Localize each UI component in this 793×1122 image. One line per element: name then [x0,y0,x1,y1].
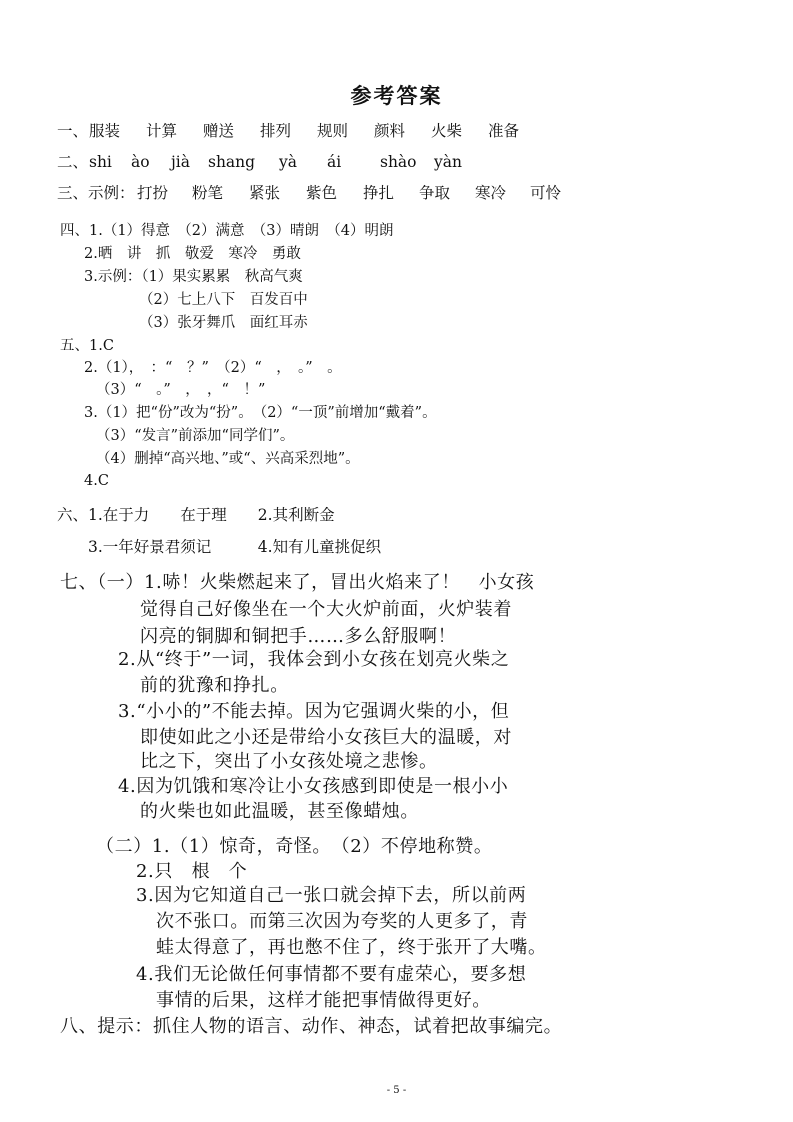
answer-word: 挣扎 [363,184,395,202]
section-5-line: 五、1.C [60,338,114,354]
section-7-line: 觉得自己好像坐在一个大火炉前面，火炉装着 [140,599,512,620]
answer-word: 准备 [488,122,520,140]
answer-word: 寒冷 [475,184,507,202]
section-3-label: 三、示例： [57,184,135,202]
page-title: 参考答案 [350,84,443,108]
section-7-line: （二）1.（1）惊奇，奇怪。 （2）不停地称赞。 [96,836,493,857]
section-1-label: 一、 [57,122,89,140]
section-7-line: 次不张口。而第三次因为夸奖的人更多了，青 [156,911,528,932]
section-5-line: 2.（1）， ：“ ？” （2）“ ， 。” 。 [84,360,342,376]
section-4-line: （2）七上八下 百发百中 [139,292,308,308]
section-4-line: 四、1.（1）得意 （2）满意 （3）晴朗 （4）明朗 [60,223,394,239]
answer-word: 服装 [89,122,121,140]
section-6-line: 3.一年好景君须记 4.知有儿童挑促织 [88,538,382,556]
section-2 [57,155,462,171]
pinyin-answer: yà [279,153,297,171]
section-7-line: 的火柴也如此温暖，甚至像蜡烛。 [140,801,419,822]
pinyin-answer: shi [89,153,112,171]
pinyin-answer: ào [131,153,150,171]
answer-word: 紫色 [306,184,338,202]
section-7-line: 3.因为它知道自己一张口就会掉下去，所以前两 [136,885,527,906]
section-4-line: 2.晒 讲 抓 敬爱 寒冷 勇敢 [84,246,301,262]
section-1 [57,124,519,140]
answer-word: 赠送 [203,122,235,140]
answer-word: 可怜 [530,184,562,202]
page-number: - 5 - [386,1085,407,1096]
answer-word: 计算 [146,122,178,140]
answer-word: 争取 [419,184,451,202]
section-5-line: （3）“发言”前添加“同学们”。 [96,428,295,444]
section-5-line: （3）“ 。” ， ，“ ！” [96,382,266,398]
answer-word: 规则 [317,122,349,140]
pinyin-answer: shào [380,153,417,171]
section-7-line: 4.我们无论做任何事情都不要有虚荣心，要多想 [136,964,527,985]
pinyin-answer: shang [208,153,256,171]
pinyin-answer: ái [327,153,342,171]
section-7-line: 2.只 根 个 [136,861,248,882]
section-7-line: 事情的后果，这样才能把事情做得更好。 [156,990,491,1011]
answer-word: 紧张 [249,184,281,202]
section-5-line: 4.C [84,473,109,489]
section-5-line: 3.（1）把“份”改为“扮”。 （2）“一顶”前增加“戴着”。 [84,405,437,421]
section-7-line: 闪亮的铜脚和铜把手……多么舒服啊！ [140,626,457,647]
section-2-label: 二、 [57,153,89,171]
section-8-line: 八、提示：抓住人物的语言、动作、神态，试着把故事编完。 [60,1016,563,1037]
section-7-line: 蛙太得意了，再也憋不住了，终于张开了大嘴。 [156,937,547,958]
section-4-line: （3）张牙舞爪 面红耳赤 [139,315,308,331]
answer-word: 颜料 [374,122,406,140]
section-7-line: 前的犹豫和挣扎。 [140,675,289,696]
section-7-line: 3.“小小的”不能去掉。因为它强调火柴的小，但 [118,701,510,722]
answer-word: 火柴 [431,122,463,140]
section-7-line: 2.从“终于”一词，我体会到小女孩在划亮火柴之 [118,649,510,670]
section-7-line: 即使如此之小还是带给小女孩巨大的温暖，对 [140,727,512,748]
answer-word: 排列 [260,122,292,140]
answer-word: 打扮 [137,184,169,202]
section-6-line: 六、1.在于力 在于理 2.其利断金 [57,506,335,524]
answer-word: 粉笔 [192,184,224,202]
section-3 [57,186,561,202]
pinyin-answer: yàn [434,153,462,171]
section-7-line: 4.因为饥饿和寒冷让小女孩感到即使是一根小小 [118,776,509,797]
section-4-line: 3.示例：（1）果实累累 秋高气爽 [84,269,303,285]
section-7-line: 比之下，突出了小女孩处境之悲惨。 [140,751,438,772]
pinyin-answer: jià [171,153,191,171]
section-5-line: （4）删掉“高兴地、”或“、兴高采烈地”。 [96,451,360,467]
section-7-line: 七、（一）1.哧！火柴燃起来了，冒出火焰来了！ 小女孩 [60,572,535,593]
